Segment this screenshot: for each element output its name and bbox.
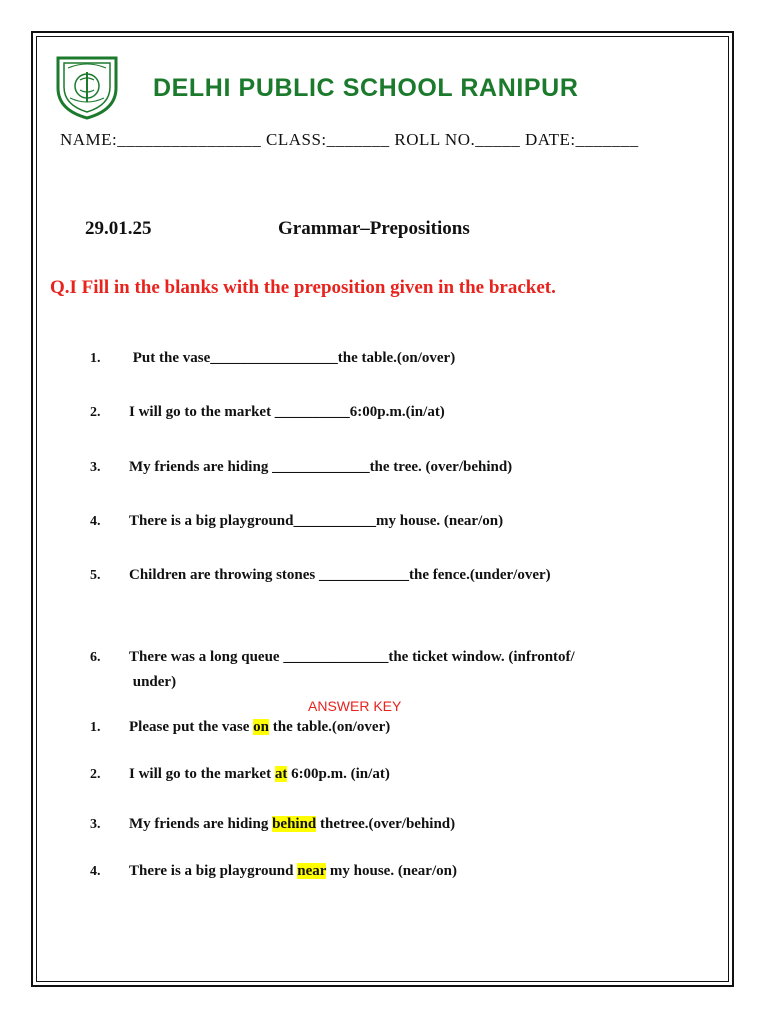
student-info-line: NAME:________________ CLASS:_______ ROLL NO._____ DATE:_______ [60,130,639,149]
answer-number: 1. [90,720,101,735]
item-number: 2. [90,405,101,420]
item-number: 1. [90,351,101,366]
item-number: 5. [90,568,101,583]
worksheet-topic: Grammar–Prepositions [278,218,470,239]
answer-highlight: behind [272,816,317,832]
answer-key-label: ANSWER KEY [308,698,402,714]
answer-number: 2. [90,767,101,782]
answer-text [129,719,390,736]
item-text: My friends are hiding _____________the tree. (over/behind) [129,459,513,475]
answer-before: There is a big playground [129,863,298,879]
worksheet-date: 29.01.25 [85,218,152,239]
item-text-continued: under) [129,674,177,690]
item-text: Children are throwing stones ____________the fence.(under/over) [129,567,551,583]
answer-after: my house. (near/on) [326,863,457,879]
answer-after: 6:00p.m. (in/at) [287,766,390,782]
item-number: 4. [90,514,101,529]
item-text: Put the vase_________________the table.(on/over) [129,350,456,366]
answer-before: I will go to the market [129,766,275,782]
answer-before: Please put the vase [129,719,254,735]
answer-text [129,863,457,880]
answer-text [129,816,455,833]
answer-highlight: on [253,719,269,735]
item-number: 3. [90,460,101,475]
answer-before: My friends are hiding [129,816,273,832]
item-text: There was a long queue ______________the ticket window. (infrontof/ [129,649,575,665]
page-border-inner [36,36,729,982]
item-text: I will go to the market __________6:00p.m.(in/at) [129,404,445,420]
item-text: There is a big playground___________my house. (near/on) [129,513,504,529]
answer-number: 4. [90,864,101,879]
answer-highlight: at [274,766,288,782]
answer-text [129,766,390,783]
question-heading: Q.I Fill in the blanks with the preposition given in the bracket. [50,277,556,298]
answer-after: thetree.(over/behind) [316,816,456,832]
answer-after: the table.(on/over) [269,719,391,735]
answer-highlight: near [297,863,327,879]
school-name: DELHI PUBLIC SCHOOL RANIPUR [153,74,579,102]
answer-number: 3. [90,817,101,832]
item-number: 6. [90,650,101,665]
school-crest-logo [54,50,120,120]
